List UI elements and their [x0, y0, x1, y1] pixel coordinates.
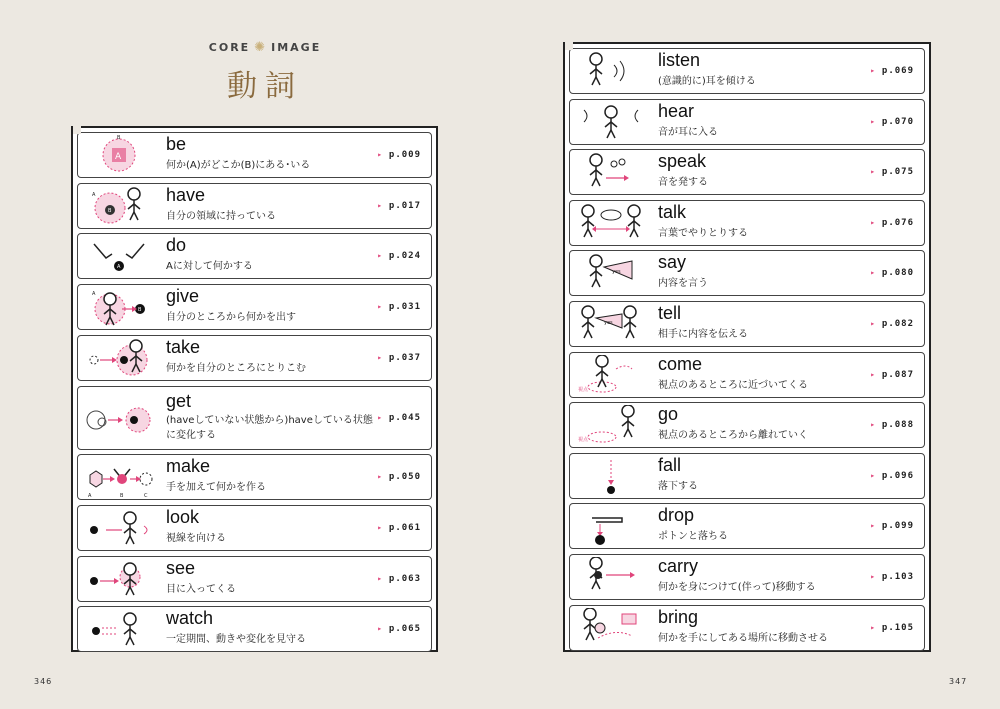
page-reference: ▸ p.017 [377, 201, 421, 211]
section-header [205, 40, 325, 105]
svg-text:A: A [115, 152, 122, 162]
verb-entry-speak [569, 149, 925, 195]
verb-entry-come [569, 352, 925, 398]
verb-entry-tell [569, 301, 925, 347]
verb-meaning: 音が耳に入る [658, 126, 718, 138]
verb-word: make [166, 456, 211, 477]
person-speaking-icon [576, 152, 646, 192]
verb-entry-drop [569, 503, 925, 549]
core-image-label: CORE ✺ IMAGE [208, 40, 322, 55]
verb-entry-fall [569, 453, 925, 499]
verb-word: watch [166, 608, 214, 629]
verb-meaning: 何かを身につけて(伴って)移動する [658, 582, 816, 593]
person-coming-icon [576, 355, 646, 395]
page-reference: ▸ p.088 [870, 420, 914, 430]
person-watching-icon [84, 609, 154, 649]
verb-meaning: 音を発する [658, 177, 708, 189]
page-reference: ▸ p.099 [870, 521, 914, 531]
person-seeing-icon [84, 559, 154, 599]
person-bringing-icon [576, 608, 646, 648]
verb-meaning: 自分のところから何かを出す [166, 312, 296, 324]
verb-meaning: 落下する [658, 480, 698, 492]
verb-entry-bring [569, 605, 925, 651]
verb-meaning: 何かを手にしてある場所に移動させる [658, 632, 828, 644]
person-hearing-icon [576, 102, 646, 142]
svg-text:視点: 視点 [578, 437, 589, 444]
verb-word: see [166, 557, 196, 578]
svg-text:C: C [144, 493, 148, 498]
two-people-talking-icon [576, 203, 646, 243]
verb-meaning: Aに対して何かする [166, 261, 253, 273]
verb-meaning: に変化する [166, 429, 216, 441]
page-reference: ▸ p.009 [377, 150, 421, 160]
page-reference: ▸ p.024 [377, 251, 421, 261]
page-reference: ▸ p.075 [870, 167, 914, 177]
ball-falling-icon [576, 456, 646, 496]
verb-entry-talk [569, 200, 925, 246]
svg-text:B: B [117, 135, 121, 141]
page-reference: ▸ p.037 [377, 353, 421, 363]
verb-meaning: 手を加えて何かを作る [166, 482, 266, 494]
verb-word: speak [658, 151, 707, 172]
person-looking-icon [84, 508, 154, 548]
verb-word: tell [658, 303, 682, 323]
verb-meaning: 自分の領域に持っている [166, 210, 276, 222]
sun-icon: ✺ [254, 40, 268, 55]
verb-word: have [166, 184, 206, 205]
verb-meaning: 相手に内容を伝える [658, 329, 748, 340]
person-listening-icon [576, 51, 646, 91]
page-reference: ▸ p.031 [377, 302, 421, 312]
verb-meaning: 視線を向ける [166, 532, 226, 544]
page-reference: ▸ p.103 [870, 572, 914, 582]
state-change-icon [84, 398, 154, 438]
verb-entry-watch [77, 606, 432, 652]
page-reference: ▸ p.082 [870, 319, 914, 329]
page-reference: ▸ p.069 [870, 66, 914, 76]
right-verb-list [563, 42, 931, 652]
verb-entry-be [77, 132, 432, 178]
verb-entry-hear [569, 99, 925, 145]
hands-making-icon [84, 457, 154, 497]
page-reference: ▸ p.063 [377, 574, 421, 584]
verb-entry-take [77, 335, 432, 381]
hands-working-icon [84, 236, 154, 276]
page-reference: ▸ p.061 [377, 523, 421, 533]
verb-meaning: ポトンと落ちる [658, 531, 728, 543]
page-number-right: 347 [949, 677, 968, 686]
verb-word: look [166, 506, 200, 527]
verb-word: take [166, 336, 201, 357]
verb-meaning: 内容を言う [658, 278, 708, 290]
verb-entry-get [77, 386, 432, 450]
svg-text:B: B [108, 207, 112, 214]
svg-text:A: A [117, 264, 121, 271]
svg-text:B: B [120, 493, 124, 498]
svg-text:A: A [88, 493, 92, 498]
verb-entry-give [77, 284, 432, 330]
page-reference: ▸ p.050 [377, 472, 421, 482]
verb-entry-listen [569, 48, 925, 94]
left-verb-list [71, 126, 438, 652]
person-telling-icon [576, 304, 646, 344]
verb-entry-go [569, 402, 925, 448]
svg-text:視点: 視点 [578, 386, 589, 393]
verb-word: give [166, 286, 200, 307]
verb-word: go [658, 404, 679, 425]
verb-word: drop [658, 505, 695, 526]
verb-meaning: 言葉でやりとりする [658, 227, 748, 239]
verb-word: hear [658, 100, 695, 121]
person-giving-icon [84, 287, 154, 327]
page-reference: ▸ p.076 [870, 218, 914, 228]
verb-entry-have [77, 183, 432, 229]
page-reference: ▸ p.105 [870, 623, 914, 633]
verb-word: carry [658, 556, 698, 576]
verb-entry-carry [569, 554, 925, 600]
svg-text:A: A [92, 291, 96, 298]
verb-entry-make [77, 454, 432, 500]
verb-meaning: 何か(A)がどこか(B)にある･いる [166, 160, 311, 171]
person-going-icon [576, 405, 646, 445]
svg-text:B: B [138, 307, 142, 314]
page-title: 動詞 [227, 69, 303, 104]
page-reference: ▸ p.087 [870, 370, 914, 380]
verb-entry-look [77, 505, 432, 551]
verb-meaning: (意識的に)耳を傾ける [658, 76, 756, 87]
page-reference: ▸ p.070 [870, 117, 914, 127]
page-reference: ▸ p.080 [870, 268, 914, 278]
verb-meaning: 目に入ってくる [166, 583, 236, 595]
verb-word: bring [658, 606, 699, 627]
page-number-left: 346 [34, 677, 53, 686]
circle-a-icon [84, 135, 154, 175]
verb-word: get [166, 390, 192, 411]
page-reference: ▸ p.065 [377, 624, 421, 634]
verb-word: come [658, 353, 703, 374]
svg-text:A: A [92, 191, 96, 198]
verb-entry-say [569, 250, 925, 296]
person-saying-icon [576, 253, 646, 293]
person-carrying-icon [576, 557, 646, 597]
verb-meaning: 何かを自分のところにとりこむ [166, 362, 306, 374]
verb-word: talk [658, 201, 687, 222]
svg-text:yes: yes [604, 320, 613, 326]
verb-entry-see [77, 556, 432, 602]
verb-word: be [166, 134, 187, 154]
verb-meaning: 視点のあるところに近づいてくる [658, 379, 808, 391]
verb-entry-do [77, 233, 432, 279]
person-taking-icon [84, 338, 154, 378]
page-reference: ▸ p.045 [377, 413, 421, 423]
verb-word: fall [658, 454, 682, 475]
page-reference: ▸ p.096 [870, 471, 914, 481]
verb-word: say [658, 252, 687, 273]
svg-text:yes: yes [612, 269, 621, 276]
verb-word: do [166, 235, 187, 256]
verb-word: listen [658, 50, 701, 70]
verb-meaning: 視点のあるところから離れていく [658, 430, 808, 442]
hand-dropping-icon [576, 506, 646, 546]
person-holding-icon [84, 186, 154, 226]
verb-meaning: (haveしていない状態から)haveしている状態 [166, 414, 373, 426]
verb-meaning: 一定期間、動きや変化を見守る [166, 634, 306, 646]
